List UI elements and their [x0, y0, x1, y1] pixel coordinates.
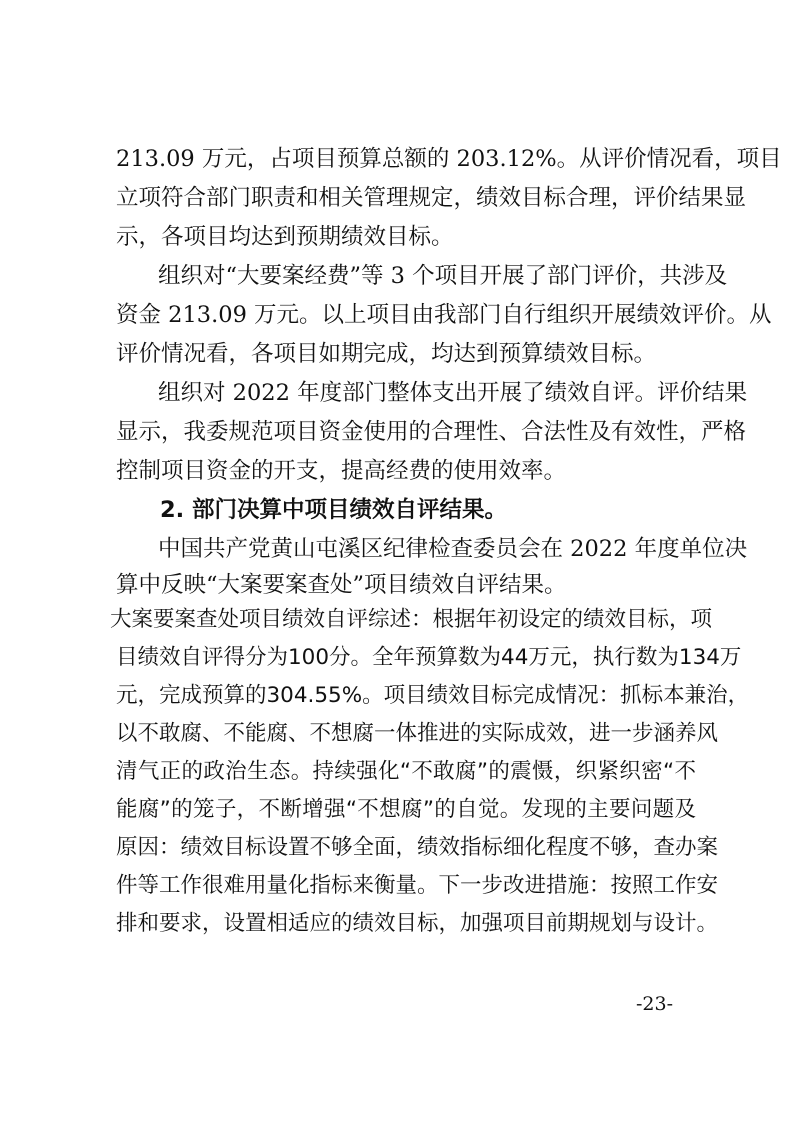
- page-number: -23-: [636, 993, 674, 1015]
- paragraph-5-line-6: 能腐”的笼子，不断增强“不想腐”的自觉。发现的主要问题及: [116, 797, 696, 822]
- paragraph-5-line-4: 以不敢腐、不能腐、不想腐一体推进的实际成效，进一步涵养风: [116, 721, 719, 746]
- paragraph-4-line-2: 算中反映“大案要案查处”项目绩效自评结果。: [116, 572, 567, 598]
- paragraph-3-line-2: 显示，我委规范项目资金使用的合理性、合法性及有效性，严格: [116, 419, 747, 445]
- paragraph-3-line-1: 组织对 2022 年度部门整体支出开展了绩效自评。评价结果: [158, 380, 748, 406]
- paragraph-2-line-2: 资金 213.09 万元。以上项目由我部门自行组织开展绩效评价。从: [116, 302, 772, 328]
- paragraph-5-line-7: 原因：绩效目标设置不够全面，绩效指标细化程度不够，查办案: [116, 835, 719, 860]
- paragraph-1-line-2: 立项符合部门职责和相关管理规定，绩效目标合理，评价结果显: [116, 185, 747, 211]
- paragraph-1-line-3: 示，各项目均达到预期绩效目标。: [116, 224, 454, 250]
- paragraph-3-line-3: 控制项目资金的开支，提高经费的使用效率。: [116, 458, 567, 484]
- paragraph-5-line-5: 清气正的政治生态。持续强化“不敢腐”的震慑，织紧织密“不: [116, 759, 696, 784]
- paragraph-1-line-1: 213.09 万元，占项目预算总额的 203.12%。从评价情况看，项目: [116, 146, 782, 172]
- paragraph-5-line-1: 大案要案查处项目绩效自评综述：根据年初设定的绩效目标，项: [110, 607, 713, 632]
- paragraph-5-line-2: 目绩效自评得分为100分。全年预算数为44万元，执行数为134万: [116, 645, 742, 670]
- paragraph-5-line-8: 件等工作很难用量化指标来衡量。下一步改进措施：按照工作安: [116, 873, 719, 898]
- paragraph-2-line-1: 组织对“大要案经费”等 3 个项目开展了部门评价，共涉及: [158, 263, 728, 289]
- paragraph-5-line-3: 元，完成预算的304.55%。项目绩效目标完成情况：抓标本兼治，: [116, 683, 750, 708]
- paragraph-2-line-3: 评价情况看，各项目如期完成，均达到预算绩效目标。: [116, 341, 657, 367]
- paragraph-4-line-1: 中国共产党黄山屯溪区纪律检查委员会在 2022 年度单位决: [158, 536, 748, 562]
- paragraph-5-line-9: 排和要求，设置相适应的绩效目标，加强项目前期规划与设计。: [116, 911, 719, 936]
- section-heading: 2. 部门决算中项目绩效自评结果。: [160, 497, 508, 523]
